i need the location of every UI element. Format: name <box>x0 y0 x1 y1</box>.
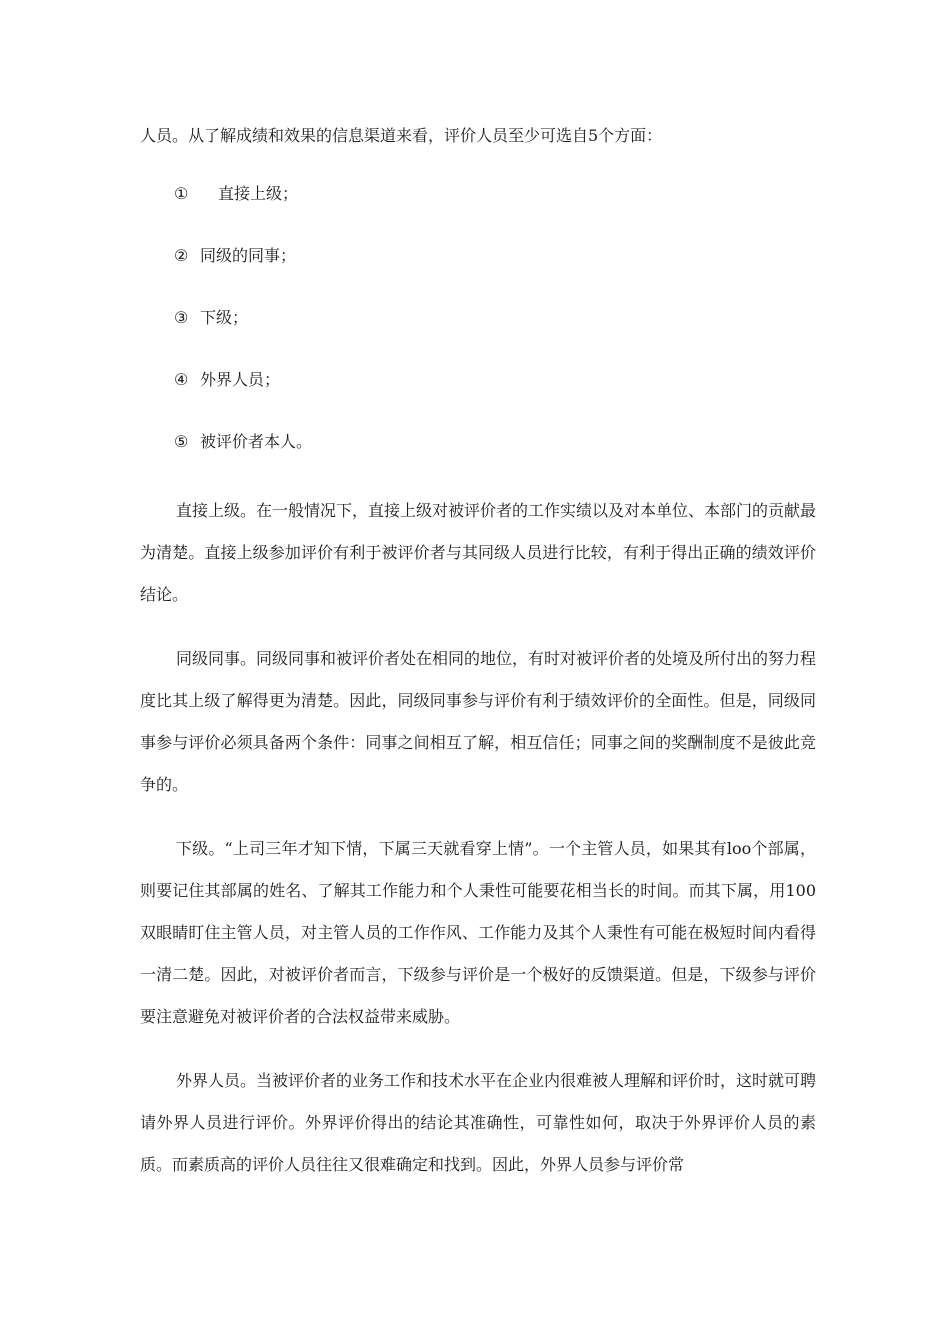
list-item <box>174 244 816 268</box>
list-item <box>174 182 816 206</box>
evaluator-list <box>140 182 816 454</box>
list-number: ④ <box>174 370 189 389</box>
list-item <box>174 368 816 392</box>
list-text: 下级； <box>200 308 249 327</box>
list-number: ③ <box>174 308 189 327</box>
list-text: 外界人员； <box>200 370 281 389</box>
list-number: ① <box>174 184 189 203</box>
intro-line: 人员。从了解成绩和效果的信息渠道来看，评价人员至少可选自5个方面： <box>140 126 663 145</box>
paragraph-external: 外界人员。当被评价者的业务工作和技术水平在企业内很难被人理解和评价时，这时就可聘请外界人员进行评价。外界评价得出的结论其准确性，可靠性如何，取决于外界评价人员的素质。而素质高的评价人员往往又很难确定和找到。因此，外界人员参与评价常 <box>140 1071 817 1174</box>
list-item <box>174 430 816 454</box>
paragraph-subordinate: 下级。“上司三年才知下情，下属三天就看穿上情”。一个主管人员，如果其有loo个部属，则要记住其部属的姓名、了解其工作能力和个人秉性可能要花相当长的时间。而其下属，用100双眼睛盯住主管人员，对主管人员的工作作风、工作能力及其个人秉性有可能在极短时间内看得一清二楚。因此，对被评价者而言，下级参与评价是一个极好的反馈渠道。但是，下级参与评价要注意避免对被评价者的合法权益带来威胁。 <box>140 839 816 1026</box>
list-item <box>174 306 816 330</box>
list-text: 直接上级； <box>218 184 299 203</box>
list-number: ② <box>174 246 189 265</box>
list-text: 同级的同事； <box>200 246 297 265</box>
document-page <box>140 124 816 1208</box>
paragraph-direct-superior: 直接上级。在一般情况下，直接上级对被评价者的工作实绩以及对本单位、本部门的贡献最为清楚。直接上级参加评价有利于被评价者与其同级人员进行比较，有利于得出正确的绩效评价结论。 <box>140 501 817 604</box>
list-text: 被评价者本人。 <box>200 432 313 451</box>
list-number: ⑤ <box>174 432 189 451</box>
paragraph-peer: 同级同事。同级同事和被评价者处在相同的地位，有时对被评价者的处境及所付出的努力程度比其上级了解得更为清楚。因此，同级同事参与评价有利于绩效评价的全面性。但是，同级同事参与评价必须具备两个条件：同事之间相互了解，相互信任；同事之间的奖酬制度不是彼此竞争的。 <box>140 649 817 794</box>
